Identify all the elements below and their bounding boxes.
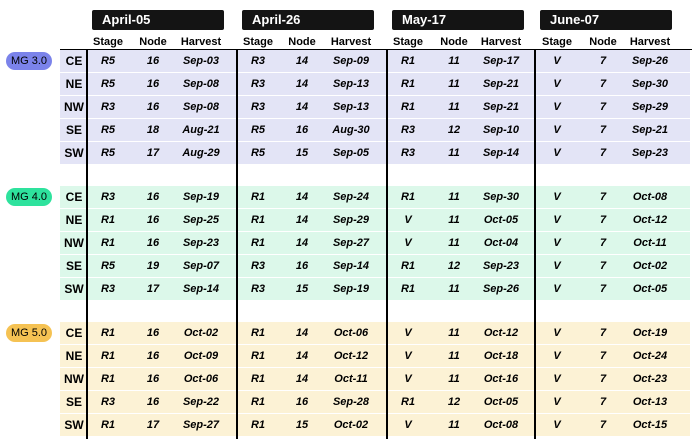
table-cell: R1 <box>400 78 416 90</box>
table-cell: R1 <box>400 396 416 408</box>
column-divider <box>386 49 388 439</box>
table-cell: 14 <box>295 78 309 90</box>
column-header: Stage <box>93 36 123 48</box>
table-cell: R1 <box>250 419 266 431</box>
column-header: Node <box>139 36 167 48</box>
table-cell: 7 <box>599 147 607 159</box>
table-cell: Oct-11 <box>633 237 667 249</box>
table-cell: Sep-30 <box>631 78 669 90</box>
table-cell: R3 <box>250 260 266 272</box>
header-divider <box>60 49 692 50</box>
table-cell: 11 <box>448 327 460 339</box>
table-cell: 16 <box>146 373 160 385</box>
table-cell: R5 <box>100 78 116 90</box>
table-cell: R1 <box>400 101 416 113</box>
table-cell: Oct-02 <box>632 260 668 272</box>
table-cell: V <box>553 237 561 249</box>
column-header: Harvest <box>330 36 372 48</box>
table-cell: Sep-10 <box>482 124 520 136</box>
table-cell: R5 <box>100 147 116 159</box>
table-cell: Oct-09 <box>183 350 219 362</box>
region-label: SW <box>64 282 84 296</box>
table-cell: V <box>553 78 561 90</box>
table-cell: V <box>553 147 561 159</box>
table-cell: V <box>553 55 561 67</box>
table-cell: Sep-14 <box>332 260 370 272</box>
table-cell: 14 <box>295 55 309 67</box>
table-cell: 15 <box>295 419 309 431</box>
column-header: Stage <box>243 36 273 48</box>
table-cell: R1 <box>100 327 116 339</box>
planting-date-header: April-26 <box>242 10 374 30</box>
table-cell: V <box>404 419 412 431</box>
table-cell: Sep-14 <box>482 147 520 159</box>
table-cell: 14 <box>295 237 309 249</box>
table-cell: Oct-05 <box>483 396 519 408</box>
table-cell: Sep-03 <box>182 55 220 67</box>
table-cell: 16 <box>146 191 160 203</box>
table-cell: 12 <box>447 124 461 136</box>
table-cell: 7 <box>599 260 607 272</box>
table-cell: Sep-19 <box>182 191 220 203</box>
table-cell: 14 <box>295 373 309 385</box>
table-cell: R3 <box>400 124 416 136</box>
table-cell: Oct-15 <box>632 419 668 431</box>
table-cell: Sep-17 <box>482 55 520 67</box>
table-cell: 16 <box>146 237 160 249</box>
table-cell: V <box>404 373 412 385</box>
table-cell: R3 <box>100 101 116 113</box>
table-cell: V <box>553 283 561 295</box>
table-cell: Oct-08 <box>632 191 668 203</box>
table-cell: Oct-23 <box>632 373 668 385</box>
column-divider <box>236 49 238 439</box>
table-cell: R1 <box>400 191 416 203</box>
table-cell: Oct-12 <box>483 327 519 339</box>
table-cell: R5 <box>100 55 116 67</box>
table-cell: Sep-09 <box>332 55 370 67</box>
table-cell: Oct-04 <box>483 237 519 249</box>
table-cell: 16 <box>146 350 160 362</box>
table-cell: Oct-18 <box>483 350 519 362</box>
table-cell: V <box>553 191 561 203</box>
table-cell: 7 <box>599 191 607 203</box>
table-cell: Sep-29 <box>332 214 370 226</box>
table-cell: R5 <box>100 260 116 272</box>
table-cell: Sep-26 <box>631 55 669 67</box>
table-cell: Sep-13 <box>332 78 370 90</box>
region-label: SE <box>65 395 82 409</box>
table-cell: R1 <box>250 214 266 226</box>
maturity-group-badge: MG 4.0 <box>6 188 52 206</box>
table-cell: 11 <box>448 373 460 385</box>
table-cell: Sep-26 <box>482 283 520 295</box>
table-cell: Sep-29 <box>631 101 669 113</box>
table-cell: R1 <box>250 327 266 339</box>
table-cell: V <box>553 419 561 431</box>
table-cell: 7 <box>599 237 607 249</box>
table-cell: V <box>553 124 561 136</box>
table-cell: 11 <box>448 283 460 295</box>
maturity-group-badge: MG 5.0 <box>6 324 52 342</box>
table-cell: Sep-21 <box>482 101 520 113</box>
column-header: Stage <box>542 36 572 48</box>
table-cell: V <box>553 396 561 408</box>
table-cell: 15 <box>295 147 309 159</box>
table-cell: 7 <box>599 350 607 362</box>
table-cell: Oct-13 <box>632 396 668 408</box>
table-cell: Sep-21 <box>631 124 669 136</box>
table-cell: Oct-06 <box>333 327 369 339</box>
table-cell: Sep-25 <box>182 214 220 226</box>
table-cell: R3 <box>100 283 116 295</box>
table-cell: V <box>404 214 412 226</box>
table-cell: 7 <box>599 373 607 385</box>
table-cell: 16 <box>146 101 160 113</box>
table-cell: Sep-22 <box>182 396 220 408</box>
table-cell: Sep-30 <box>482 191 520 203</box>
table-cell: 7 <box>599 396 607 408</box>
table-cell: Oct-05 <box>632 283 668 295</box>
table-cell: 12 <box>447 396 461 408</box>
table-cell: 14 <box>295 350 309 362</box>
table-cell: V <box>553 373 561 385</box>
region-label: SW <box>64 418 84 432</box>
table-cell: Oct-08 <box>483 419 519 431</box>
table-cell: 7 <box>599 101 607 113</box>
region-label: SE <box>65 259 82 273</box>
table-cell: Oct-06 <box>183 373 219 385</box>
table-cell: 16 <box>146 327 160 339</box>
column-header: Stage <box>393 36 423 48</box>
table-cell: 11 <box>448 147 460 159</box>
table-cell: Sep-14 <box>182 283 220 295</box>
table-cell: R1 <box>250 396 266 408</box>
table-cell: Oct-16 <box>483 373 519 385</box>
table-cell: V <box>553 214 561 226</box>
table-cell: V <box>404 327 412 339</box>
table-cell: 16 <box>146 78 160 90</box>
table-cell: 11 <box>448 350 460 362</box>
table-cell: R3 <box>250 283 266 295</box>
table-cell: Sep-27 <box>332 237 370 249</box>
table-cell: R1 <box>250 373 266 385</box>
region-label: NW <box>64 236 84 250</box>
table-cell: 16 <box>295 396 309 408</box>
table-cell: Sep-23 <box>631 147 669 159</box>
table-cell: Aug-30 <box>332 124 370 136</box>
table-cell: Sep-23 <box>182 237 220 249</box>
table-cell: R5 <box>250 147 266 159</box>
table-cell: 7 <box>599 124 607 136</box>
table-cell: R3 <box>250 101 266 113</box>
table-cell: Oct-12 <box>333 350 369 362</box>
table-cell: Sep-24 <box>332 191 370 203</box>
table-cell: 7 <box>599 419 607 431</box>
table-cell: Aug-21 <box>182 124 220 136</box>
table-cell: R1 <box>100 214 116 226</box>
table-cell: R1 <box>100 373 116 385</box>
column-header: Node <box>288 36 316 48</box>
table-cell: 11 <box>448 101 460 113</box>
table-cell: 11 <box>448 214 460 226</box>
table-cell: 19 <box>146 260 160 272</box>
table-cell: 7 <box>599 327 607 339</box>
table-cell: R3 <box>250 55 266 67</box>
table-cell: Sep-05 <box>332 147 370 159</box>
region-label: NW <box>64 372 84 386</box>
table-cell: 16 <box>146 396 160 408</box>
region-label: NE <box>65 213 83 227</box>
table-cell: R1 <box>400 260 416 272</box>
table-cell: 7 <box>599 214 607 226</box>
table-cell: 16 <box>146 55 160 67</box>
table-cell: R3 <box>100 396 116 408</box>
table-cell: 11 <box>448 78 460 90</box>
table-cell: Sep-21 <box>482 78 520 90</box>
table-cell: V <box>553 260 561 272</box>
table-cell: Aug-29 <box>182 147 220 159</box>
column-header: Harvest <box>180 36 222 48</box>
table-cell: Sep-27 <box>182 419 220 431</box>
table-cell: Oct-02 <box>333 419 369 431</box>
region-label: SW <box>64 146 84 160</box>
table-cell: R1 <box>400 283 416 295</box>
table-cell: 16 <box>146 214 160 226</box>
table-cell: 7 <box>599 55 607 67</box>
region-label: CE <box>65 326 83 340</box>
table-cell: 17 <box>146 147 160 159</box>
table-cell: 14 <box>295 327 309 339</box>
table-cell: Sep-23 <box>482 260 520 272</box>
column-divider <box>86 49 88 439</box>
table-cell: 11 <box>448 237 460 249</box>
table-cell: V <box>553 327 561 339</box>
table-cell: R5 <box>250 124 266 136</box>
table-cell: Sep-08 <box>182 78 220 90</box>
column-header: Harvest <box>480 36 522 48</box>
table-cell: 11 <box>448 55 460 67</box>
table-cell: V <box>404 350 412 362</box>
region-label: NW <box>64 100 84 114</box>
table-cell: V <box>404 237 412 249</box>
table-cell: R5 <box>100 124 116 136</box>
planting-date-header: May-17 <box>392 10 524 30</box>
region-label: CE <box>65 190 83 204</box>
table-cell: 7 <box>599 78 607 90</box>
table-cell: R1 <box>250 237 266 249</box>
column-header: Harvest <box>629 36 671 48</box>
region-label: NE <box>65 77 83 91</box>
table-cell: 14 <box>295 214 309 226</box>
maturity-group-badge: MG 3.0 <box>6 52 52 70</box>
table-cell: Sep-13 <box>332 101 370 113</box>
table-cell: Sep-07 <box>182 260 220 272</box>
column-header: Node <box>589 36 617 48</box>
table-cell: 11 <box>448 419 460 431</box>
table-cell: 11 <box>448 191 460 203</box>
table-cell: Oct-24 <box>632 350 668 362</box>
table-cell: 15 <box>295 283 309 295</box>
table-cell: 7 <box>599 283 607 295</box>
table-cell: 14 <box>295 191 309 203</box>
table-cell: V <box>553 350 561 362</box>
table-cell: V <box>553 101 561 113</box>
table-cell: R1 <box>100 419 116 431</box>
column-divider <box>534 49 536 439</box>
table-cell: R1 <box>400 55 416 67</box>
table-cell: R1 <box>100 350 116 362</box>
table-cell: 17 <box>146 283 160 295</box>
table-cell: Oct-11 <box>334 373 368 385</box>
region-label: NE <box>65 349 83 363</box>
column-header: Node <box>440 36 468 48</box>
table-cell: 18 <box>146 124 160 136</box>
table-cell: 16 <box>295 124 309 136</box>
planting-date-header: April-05 <box>92 10 224 30</box>
table-cell: 17 <box>146 419 160 431</box>
table-cell: R3 <box>250 78 266 90</box>
table-cell: Oct-12 <box>632 214 668 226</box>
table-cell: R3 <box>400 147 416 159</box>
region-label: CE <box>65 54 83 68</box>
table-cell: R3 <box>100 191 116 203</box>
region-label: SE <box>65 123 82 137</box>
table-cell: R1 <box>100 237 116 249</box>
planting-date-header: June-07 <box>540 10 672 30</box>
table-cell: 14 <box>295 101 309 113</box>
table-cell: R1 <box>250 191 266 203</box>
table-cell: Oct-19 <box>632 327 668 339</box>
table-cell: Sep-08 <box>182 101 220 113</box>
table-cell: R1 <box>250 350 266 362</box>
table-cell: Oct-02 <box>183 327 219 339</box>
table-cell: Sep-28 <box>332 396 370 408</box>
table-cell: Sep-19 <box>332 283 370 295</box>
table-cell: 16 <box>295 260 309 272</box>
table-cell: Oct-05 <box>483 214 519 226</box>
table-cell: 12 <box>447 260 461 272</box>
